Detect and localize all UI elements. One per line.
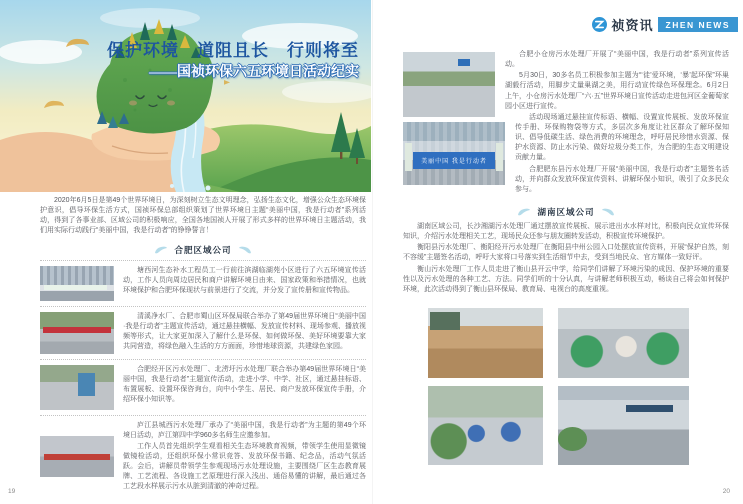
news-paragraph: 衡山污水处理厂工作人员走进了衡山县开云中学，给同学们讲解了环境污染的成因、保护环境的重要性以及污水处理的各种工艺、方法。同学们听的十分认真，与讲解老师积极互动，畅谈自己将会如何保护环境，此次活动得到了衡山县环保局、教育局、电视台的高度重视。 — [403, 265, 729, 293]
news-paragraph: 合肥肥东县污水处理厂开展“美丽中国，我是行动者”主题签名活动，并向群众发放环保宣传资料、讲解环保小知识，吸引了众多民众参与。 — [515, 165, 729, 193]
news-paragraph: 塘西河生态补水工程员工一行前往滨湖临湖苑小区进行了六五环境宣传活动，工作人员向周边居民和商户讲解环境日由来、国家政策和举措情况，也就环境保护和合肥环保现状与前景进行了交流，并分发了宣传册和宣传物品。 — [123, 266, 366, 294]
news-paragraph: 清溪净水厂、合肥市蜀山区环保局联合举办了第49届世界环境日“美丽中国·我是行动者”主题宣传活动，通过悬挂横幅、发放宣传材料、现场参观、播放视频等形式，让大家更加深入了解什么是环保、如何做环保、美好环境要靠大家共同营造，将绿色融入生活的方方面面，珍惜地球资源，共建绿色家园。 — [123, 312, 366, 350]
water-splash-icon — [517, 208, 531, 216]
news-block-text — [123, 312, 366, 354]
news-paragraph: 合肥小仓房污水处理厂开展了“美丽中国，我是行动者”系列宣传活动。 — [505, 51, 729, 69]
zhen-logo-icon — [592, 17, 607, 32]
masthead-brand: 祯资讯 — [611, 18, 654, 33]
news-block — [40, 307, 366, 360]
news-paragraph: 活动现场通过悬挂宣传标语、横幅、设置宣传展板、发放环保宣传手册、环保购物袋等方式，多层次多角度让社区群众了解环保知识、倡导低碳生活、绿色消费的环境理念，呼吁居民珍惜水资源、保护水资源、防止水污染、做好垃圾分类工作，为合肥的生态文明建设贡献力量。 — [515, 113, 729, 162]
masthead — [592, 15, 738, 34]
classroom-photo — [428, 308, 543, 378]
news-block — [40, 261, 366, 307]
news-paragraph: 衡阳县污水处理厂、衡阳经开污水处理厂在衡阳县中州公园入口处摆放宣传资料，开展“保护自然，刻不容缓”主题签名活动，呼吁大家将口号落实到生活细节中去，受到当地民众、官方媒体一致好评。 — [403, 244, 729, 262]
photo-grid — [428, 308, 729, 465]
plant-gate-photo — [558, 386, 689, 465]
group-red-banners-photo — [40, 436, 114, 477]
water-splash-icon — [154, 246, 168, 254]
right-page — [372, 0, 743, 504]
section-header-label: 湖南区域公司 — [537, 206, 595, 217]
news-block-text — [123, 421, 366, 493]
intro-paragraph: 2020年6月5日是第49个世界环境日，为深刻树立生态文明理念，弘扬生态文化，增强公众生态环境保护意识，倡导环保生活方式，国祯环保总部组织策划了世界环境日主题“美丽中国，我是行动者”系列活动，得到了各事业部、区域公司的积极响应，全国各地国祯人开展了形式多样的世界环境日主题活动，我们用实际行动践行“美丽中国，我是行动者”的铮铮誓言！ — [40, 197, 366, 235]
news-paragraph: 湖南区域公司，长沙湘湖污水处理厂通过摆放宣传展板、展示进出水水样对比，积极向民众宣传环保知识，介绍污水处理相关工艺，现场民众还参与朋友圈转发活动，积极宣传环境保护。 — [403, 222, 729, 241]
lakeside-walk-photo — [403, 52, 495, 117]
left-page — [0, 0, 371, 504]
page-number-right: 20 — [722, 488, 730, 495]
water-splash-icon — [601, 208, 615, 216]
news-paragraph: 5月30日，30多名员工积极参加主题为“‘徒’爱环境，‘暴’起环保”环巢湖毅行活动，用脚步丈量巢湖之美，用行动宣传绿色环保理念。6月2日上午，小仓房污水处理厂“六·五”世界环境日宣传活动走进包河区金葡萄家园小区进行宣传。 — [505, 72, 729, 110]
page-number-left: 19 — [8, 488, 16, 495]
water-splash-icon — [238, 246, 252, 254]
article-subtitle: ——国祯环保六五环境日活动纪实 — [149, 65, 359, 80]
blue-banner-photo — [403, 122, 505, 185]
news-block-text — [123, 266, 366, 301]
news-block-text — [123, 365, 366, 410]
news-paragraph: 合肥经开区污水处理厂、北涝圩污水处理厂联合举办第49届世界环境日“美丽中国，我是行动者”主题宣传活动，走进小学、中学、社区，通过悬挂标语、布置展板、设置环保咨询台，向中小学生、居民、商户发放环保宣传手册，介绍环保小知识等。 — [123, 365, 366, 403]
green-vest-outreach-photo — [558, 308, 689, 378]
news-paragraph: 庐江县城西污水处理厂承办了“美丽中国，我是行动者”为主题的第49个环境日活动，庐江第四中学960多名师生应邀参加。 — [123, 421, 366, 439]
news-paragraph: 工作人员首先组织学生观看相关生态环境教育视频，带领学生使用显微镜做镜检活动，还组织环保小常识竞答、发放环保书籍、纪念品，活动气氛活跃。会后，讲解员带领学生参观现场污水处理设施，主要围绕厂区生态教育展牌、工艺流程、各设施工艺原理进行深入浅出、通俗易懂的讲解，最后通过各工艺段水样展示污水从脏到清澈的神奇过程。 — [123, 442, 366, 491]
mountain-hands-illustration-art — [0, 0, 371, 192]
red-banner-crowd-photo — [40, 312, 114, 354]
masthead-badge: ZHEN NEWS — [658, 17, 739, 32]
article-title: 保护环境 道阻且长 行则将至 — [107, 41, 359, 60]
city-street-banner-photo — [40, 266, 114, 301]
section-header-hunan — [403, 206, 729, 218]
hero-illustration — [0, 0, 371, 192]
banner-text: 美丽中国 我是行动者 — [413, 152, 495, 168]
section-header-label: 合肥区域公司 — [174, 244, 232, 255]
news-block — [40, 360, 366, 416]
blue-vest-outreach-photo — [428, 386, 543, 465]
section-header-hefei — [40, 244, 366, 261]
left-page-body — [40, 196, 366, 498]
right-page-body — [403, 50, 729, 465]
street-display-board-photo — [40, 365, 114, 410]
news-block — [40, 416, 366, 498]
